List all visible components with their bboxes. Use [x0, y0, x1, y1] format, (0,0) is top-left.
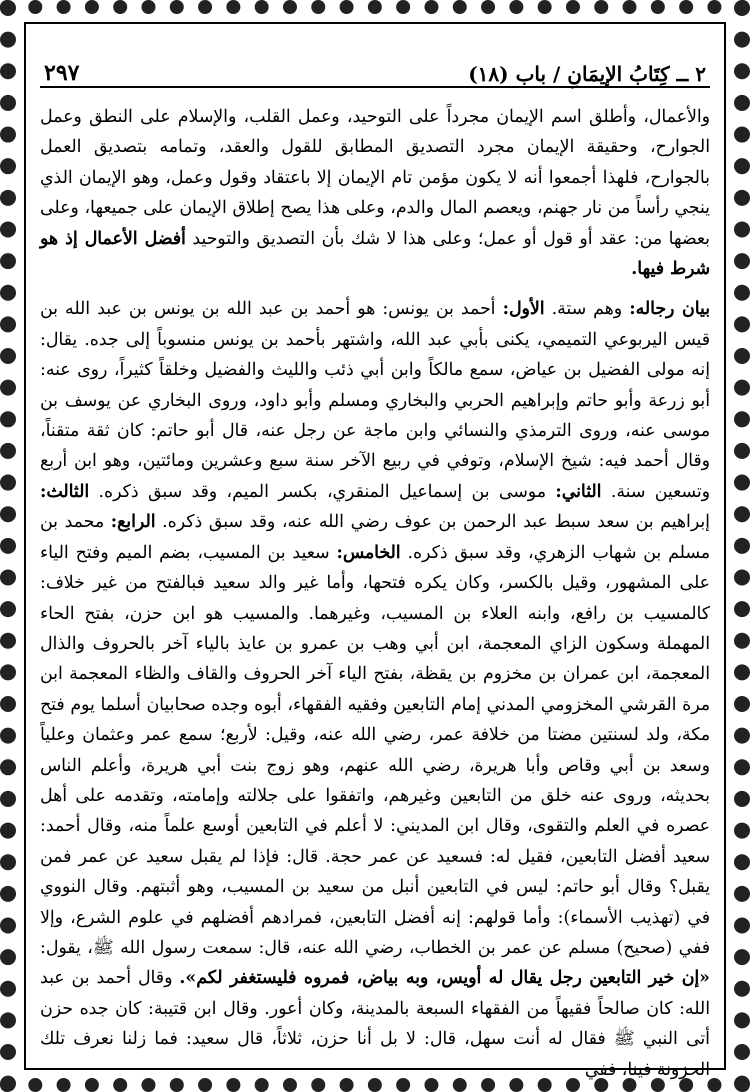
- paragraph-commentary: [40, 102, 710, 284]
- text-segment: إبراهيم بن سعد سبط عبد الرحمن بن عوف رضي الله عنه، وقد سبق ذكره.: [155, 512, 710, 533]
- text-segment: وهم ستة.: [544, 299, 630, 320]
- text-segment: محمد بن مسلم بن شهاب الزهري، وقد سبق ذكره.: [40, 512, 710, 563]
- body-text: [40, 102, 710, 1085]
- page: [40, 50, 711, 1080]
- running-header: [40, 50, 710, 88]
- bold-text-segment: الثالث:: [40, 481, 90, 502]
- paragraph-narrators: [40, 294, 710, 1085]
- header-title: ٢ ــ كِتَابُ الإيمَانِ / باب (١٨): [468, 62, 706, 86]
- bold-text-segment: الخامس:: [336, 542, 401, 563]
- bold-text-segment: الثاني:: [555, 481, 602, 502]
- bold-text-segment: بيان رجاله:: [629, 299, 711, 320]
- text-segment: وقال أحمد بن عبد الله: كان صالحاً فقيهاً من الفقهاء السبعة بالمدينة، وكان أعور. وقال ابن قتيبة: كان جده حزن أتى النبي ﷺ فقال له أنت سهل، قال: لا بل أنا حزن، ثلاثاً، قال سعيد: فما زلنا نعرف تلك الحزونة فينا، ففي: [40, 968, 710, 1080]
- text-segment: سعيد بن المسيب، بضم الميم وفتح الياء على المشهور، وقيل بالكسر، وكان يكره فتحها، وأما غير والد سعيد فبالفتح من غير خلاف: كالمسيب بن رافع، وابنه العلاء بن المسيب، وغيرهما. والمسيب هو ابن حزن، بفتح الحاء المهملة وسكون الزاي المعجمة، ابن أبي وهب بن عمرو بن عايذ بالياء آخر بالحروف والذال المعجمة، ابن عمران بن مخزوم بن يقظة، بفتح الياء آخر الحروف والقاف والظاء المعجمة ابن مرة القرشي المخزومي المدني إمام التابعين وفقيه الفقهاء، أبوه وجده صحابيان أسلما يوم فتح مكة، ولد لسنتين مضتا من خلافة عمر، رضي الله عنه، وقيل: لأربع؛ سمع عمر وعثمان وعلياً وسعد بن أبي وقاص وأبا هريرة، رضي الله عنهم، وهو زوج بنت أبي هريرة، وأعلم الناس بحديثه، وروى عنه خلق من التابعين وغيرهم، واتفقوا على جلالته وإمامته، وتقدمه على أهل عصره في العلم والتقوى، وقال ابن المديني: لا أعلم في التابعين أوسع علماً منه، وقال أحمد: سعيد أفضل التابعين، فقيل له: فسعيد عن عمر حجة. قال: فإذا لم يقبل سعيد عن عمر فمن يقبل؟ وقال أبو حاتم: ليس في التابعين أنبل من سعيد بن المسيب، وهو أثبتهم. وقال النووي في (تهذيب الأسماء): وأما قولهم: إنه أفضل التابعين، فمرادهم أفضلهم في علوم الشرع، وإلا ففي (صحيح) مسلم عن عمر بن الخطاب، رضي الله عنه، قال: سمعت رسول الله ﷺ، يقول:: [40, 542, 710, 958]
- text-segment: أحمد بن يونس: هو أحمد بن عبد الله بن يونس بن عبد الله بن قيس اليربوعي التميمي، يكنى بأبي عبد الله، واشتهر بأحمد بن يونس منسوباً إلى جده. يقال: إنه مولى الفضيل بن عياض، سمع مالكاً وابن أبي ذئب والليث والفضيل وخلقاً كثيراً، روى عنه: أبو زرعة وأبو حاتم وإبراهيم الحربي والبخاري ومسلم وأبو داود، وروى البخاري عن يوسف بن موسى عنه، وروى الترمذي والنسائي وابن ماجة عن رجل عنه، قال أبو حاتم: كان ثقة متقناً، وقال أحمد فيه: شيخ الإسلام، وتوفي في ربيع الآخر سنة سبع وعشرين ومائتين، وهو ابن أربع وتسعين سنة.: [40, 299, 710, 502]
- bold-text-segment: «إن خير التابعين رجل يقال له أويس، وبه بياض، فمروه فليستغفر لكم».: [179, 968, 710, 989]
- page-number: ٢٩٧: [44, 60, 80, 86]
- text-segment: والأعمال، وأطلق اسم الإيمان مجرداً على التوحيد، وعمل القلب، والإسلام على النطق وعمل الجوارح، وحقيقة الإيمان مجرد التصديق المطابق للقول والعقد، وتمامه بتصديق العمل بالجوارح، فلهذا أجمعوا أنه لا يكون مؤمن تام الإيمان إلا باعتقاد وقول وعمل، وهو الإيمان الذي ينجي رأساً من نار جهنم، ويعصم المال والدم، وعلى هذا يصح إطلاق الإيمان على جميعها، وعلى بعضها من: عقد أو قول أو عمل؛ وعلى هذا لا شك بأن التصديق والتوحيد: [40, 107, 710, 249]
- bold-text-segment: الأول:: [502, 299, 545, 320]
- text-segment: موسى بن إسماعيل المنقري، بكسر الميم، وقد سبق ذكره.: [89, 481, 556, 502]
- bold-text-segment: أفضل الأعمال إذ هو شرط فيها.: [40, 228, 710, 280]
- bold-text-segment: الرابع:: [110, 512, 156, 533]
